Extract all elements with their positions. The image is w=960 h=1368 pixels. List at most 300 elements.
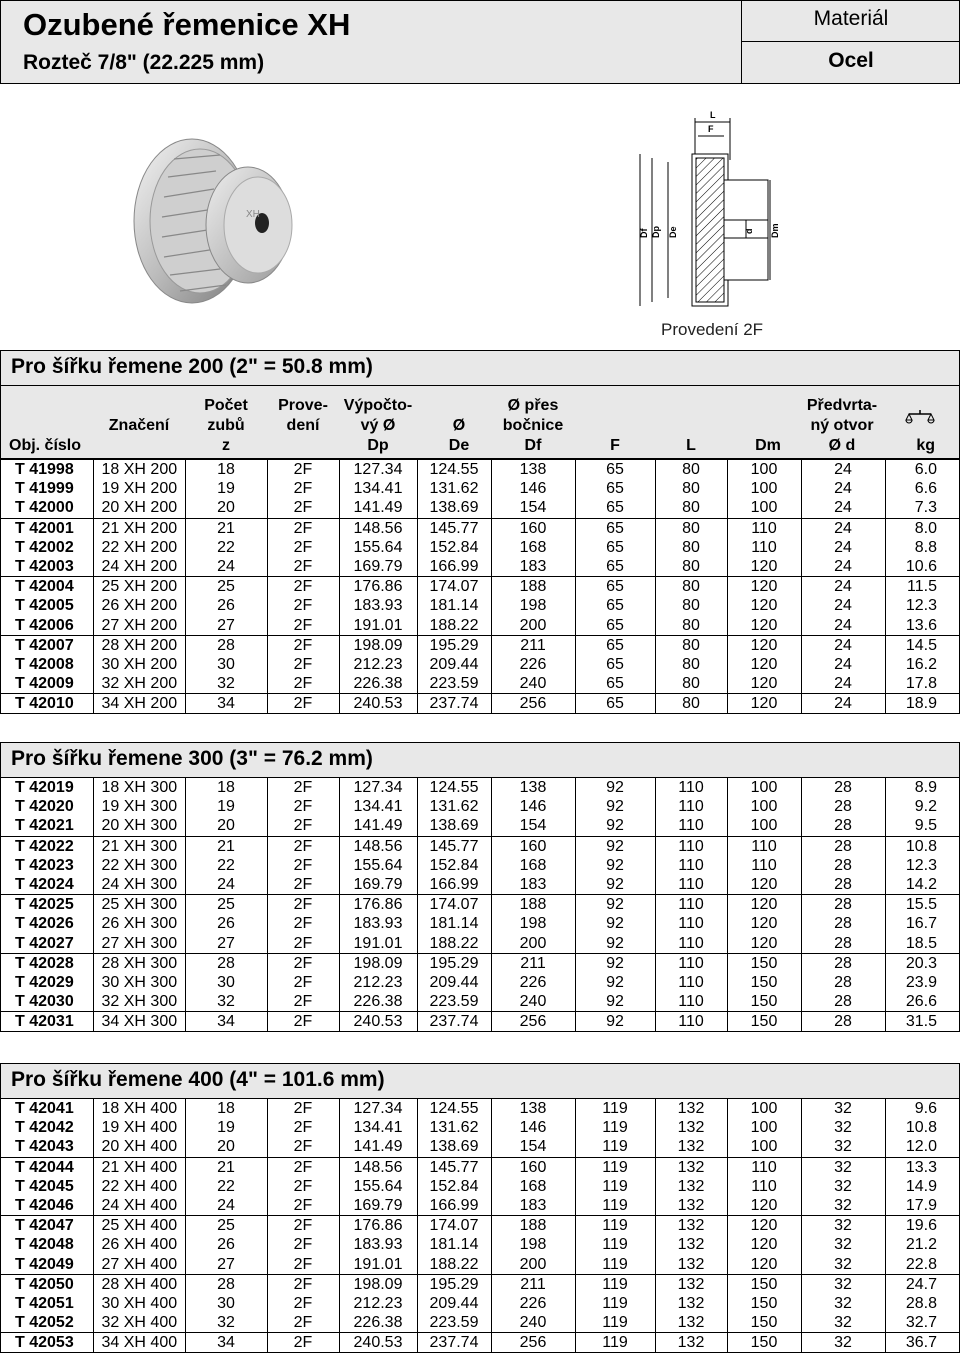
cell-dp: 183.93	[339, 914, 417, 933]
cell-provedeni: 2F	[267, 1012, 339, 1032]
cell-l: 80	[655, 655, 727, 674]
cell-de: 138.69	[417, 498, 491, 518]
cell-pocet-zubu: 30	[185, 655, 267, 674]
cell-df: 154	[491, 1137, 575, 1157]
cell-dp: 226.38	[339, 992, 417, 1012]
cell-de: 181.14	[417, 596, 491, 615]
cell-znaceni: 18 XH 400	[93, 1099, 185, 1118]
cell-dm: 100	[727, 778, 801, 797]
cell-l: 80	[655, 616, 727, 636]
cell-kg: 24.7	[885, 1274, 959, 1294]
cell-provedeni: 2F	[267, 596, 339, 615]
cell-obj-cislo: T 42049	[15, 1255, 74, 1273]
table-row	[1, 557, 959, 577]
cell-provedeni: 2F	[267, 895, 339, 915]
cell-obj-cislo: T 42053	[1, 1333, 93, 1353]
section-header	[1, 743, 959, 778]
cell-otvor-d: 24	[801, 460, 885, 479]
cell-znaceni: 26 XH 200	[93, 596, 185, 615]
cell-znaceni: 25 XH 200	[93, 577, 185, 597]
cell-dm: 120	[727, 694, 801, 714]
cell-obj-cislo: T 42024	[15, 876, 74, 894]
cell-de: 237.74	[417, 1012, 491, 1032]
cell-l: 110	[655, 797, 727, 816]
cell-pocet-zubu: 32	[185, 992, 267, 1012]
cell-l: 80	[655, 538, 727, 557]
cell-otvor-d: 24	[801, 518, 885, 538]
cell-dm: 120	[727, 1196, 801, 1216]
cell-dp: 212.23	[339, 1294, 417, 1313]
cell-df: 168	[491, 538, 575, 557]
cell-l: 80	[655, 460, 727, 479]
table-row	[1, 498, 959, 518]
table-row	[1, 816, 959, 836]
table-row	[1, 1137, 959, 1157]
cell-provedeni: 2F	[267, 518, 339, 538]
cell-pocet-zubu: 28	[185, 1274, 267, 1294]
cell-otvor-d: 32	[801, 1118, 885, 1137]
cell-obj-cislo: T 42051	[15, 1294, 74, 1312]
cell-dp: 155.64	[339, 856, 417, 875]
cell-kg: 32.7	[885, 1313, 959, 1333]
cell-provedeni: 2F	[267, 778, 339, 797]
cell-f: 92	[575, 875, 655, 895]
cell-de: 223.59	[417, 992, 491, 1012]
material-box	[741, 1, 960, 83]
cell-de: 195.29	[417, 1274, 491, 1294]
cell-de: 195.29	[417, 635, 491, 655]
cell-znaceni: 26 XH 400	[93, 1235, 185, 1254]
cell-f: 92	[575, 1012, 655, 1032]
cell-f: 65	[575, 674, 655, 694]
table-row	[1, 538, 959, 557]
cell-pocet-zubu: 25	[185, 1216, 267, 1236]
cell-df: 256	[491, 694, 575, 714]
drawing-caption: Provedení 2F	[661, 320, 764, 339]
cell-f: 119	[575, 1313, 655, 1333]
cell-provedeni: 2F	[267, 655, 339, 674]
cell-znaceni: 21 XH 200	[93, 518, 185, 538]
cell-otvor-d: 28	[801, 816, 885, 836]
cell-pocet-zubu: 28	[185, 953, 267, 973]
cell-df: 154	[491, 498, 575, 518]
cell-de: 124.55	[417, 1099, 491, 1118]
cell-dm: 100	[727, 460, 801, 479]
pulley-photo	[130, 125, 300, 325]
cell-znaceni: 24 XH 200	[93, 557, 185, 577]
cell-f: 119	[575, 1235, 655, 1254]
cell-obj-cislo: T 42048	[15, 1236, 74, 1254]
cell-provedeni: 2F	[267, 1157, 339, 1177]
cell-provedeni: 2F	[267, 914, 339, 933]
cell-obj-cislo: T 42043	[15, 1138, 74, 1156]
col-provedeni: Prove- dení	[278, 397, 328, 434]
cell-pocet-zubu: 34	[185, 1333, 267, 1353]
cell-f: 119	[575, 1274, 655, 1294]
cell-df: 226	[491, 973, 575, 992]
cell-otvor-d: 32	[801, 1216, 885, 1236]
cell-kg: 28.8	[885, 1294, 959, 1313]
cell-df: 188	[491, 1216, 575, 1236]
cell-dp: 141.49	[339, 1137, 417, 1157]
section-header	[1, 351, 959, 386]
technical-drawing	[620, 108, 790, 314]
cell-de: 152.84	[417, 856, 491, 875]
table-row	[1, 895, 959, 915]
cell-otvor-d: 24	[801, 498, 885, 518]
cell-provedeni: 2F	[267, 1137, 339, 1157]
table-row	[1, 856, 959, 875]
cell-de: 209.44	[417, 973, 491, 992]
cell-df: 198	[491, 914, 575, 933]
cell-dp: 198.09	[339, 635, 417, 655]
cell-pocet-zubu: 24	[185, 875, 267, 895]
cell-znaceni: 27 XH 300	[93, 934, 185, 954]
table-row	[1, 655, 959, 674]
cell-dm: 120	[727, 577, 801, 597]
cell-pocet-zubu: 27	[185, 616, 267, 636]
cell-znaceni: 19 XH 300	[93, 797, 185, 816]
table-row	[1, 1012, 959, 1032]
cell-kg: 6.6	[885, 479, 959, 498]
cell-znaceni: 18 XH 300	[93, 778, 185, 797]
cell-pocet-zubu: 30	[185, 973, 267, 992]
cell-l: 80	[655, 518, 727, 538]
cell-dp: 240.53	[339, 694, 417, 714]
cell-obj-cislo: T 42027	[15, 934, 74, 952]
cell-kg: 8.0	[885, 518, 959, 538]
cell-znaceni: 20 XH 400	[93, 1137, 185, 1157]
cell-l: 80	[655, 596, 727, 615]
cell-znaceni: 28 XH 300	[93, 953, 185, 973]
cell-kg: 6.0	[885, 460, 959, 479]
cell-dm: 100	[727, 797, 801, 816]
cell-znaceni: 24 XH 400	[93, 1196, 185, 1216]
cell-de: 152.84	[417, 1177, 491, 1196]
cell-kg: 10.6	[885, 557, 959, 577]
cell-f: 92	[575, 816, 655, 836]
cell-dm: 100	[727, 498, 801, 518]
data-table	[1, 1099, 959, 1352]
cell-l: 110	[655, 953, 727, 973]
page-subtitle: Rozteč 7/8" (22.225 mm)	[23, 51, 265, 74]
cell-pocet-zubu: 24	[185, 1196, 267, 1216]
cell-obj-cislo: T 42041	[15, 1100, 74, 1118]
cell-otvor-d: 32	[801, 1333, 885, 1353]
cell-f: 65	[575, 538, 655, 557]
cell-dm: 150	[727, 973, 801, 992]
cell-df: 138	[491, 778, 575, 797]
cell-dp: 191.01	[339, 616, 417, 636]
cell-dm: 110	[727, 856, 801, 875]
cell-otvor-d: 28	[801, 836, 885, 856]
cell-de: 152.84	[417, 538, 491, 557]
cell-df: 226	[491, 655, 575, 674]
cell-obj-cislo: T 42028	[1, 953, 93, 973]
cell-kg: 13.3	[885, 1157, 959, 1177]
cell-pocet-zubu: 26	[185, 914, 267, 933]
cell-df: 211	[491, 1274, 575, 1294]
cell-provedeni: 2F	[267, 1118, 339, 1137]
cell-l: 80	[655, 577, 727, 597]
cell-otvor-d: 24	[801, 674, 885, 694]
data-table	[1, 460, 959, 713]
cell-f: 92	[575, 778, 655, 797]
cell-kg: 16.7	[885, 914, 959, 933]
col-predvrtany-otvor: Předvrta- ný otvor Ø d	[806, 397, 878, 454]
cell-provedeni: 2F	[267, 856, 339, 875]
cell-provedeni: 2F	[267, 577, 339, 597]
scale-icon	[905, 408, 935, 430]
cell-obj-cislo: T 42009	[15, 675, 74, 693]
cell-provedeni: 2F	[267, 1274, 339, 1294]
cell-l: 80	[655, 635, 727, 655]
cell-de: 166.99	[417, 557, 491, 577]
cell-pocet-zubu: 18	[185, 460, 267, 479]
cell-df: 240	[491, 992, 575, 1012]
dim-F-label: F	[708, 124, 714, 134]
cell-pocet-zubu: 22	[185, 538, 267, 557]
cell-otvor-d: 24	[801, 694, 885, 714]
cell-f: 65	[575, 635, 655, 655]
cell-dm: 120	[727, 1216, 801, 1236]
cell-znaceni: 32 XH 300	[93, 992, 185, 1012]
cell-dm: 120	[727, 1255, 801, 1275]
cell-pocet-zubu: 30	[185, 1294, 267, 1313]
cell-de: 237.74	[417, 1333, 491, 1353]
cell-znaceni: 21 XH 300	[93, 836, 185, 856]
cell-znaceni: 27 XH 400	[93, 1255, 185, 1275]
cell-obj-cislo: T 42029	[15, 973, 74, 991]
cell-de: 145.77	[417, 1157, 491, 1177]
cell-znaceni: 25 XH 300	[93, 895, 185, 915]
cell-otvor-d: 32	[801, 1255, 885, 1275]
cell-znaceni: 22 XH 200	[93, 538, 185, 557]
cell-de: 188.22	[417, 934, 491, 954]
cell-de: 195.29	[417, 953, 491, 973]
cell-dp: 134.41	[339, 1118, 417, 1137]
section-width-400	[0, 1063, 960, 1353]
page-title: Ozubené řemenice XH	[23, 7, 351, 42]
cell-obj-cislo: T 42001	[1, 518, 93, 538]
col-l: L	[686, 437, 696, 454]
section-title: Pro šířku řemene 300 (3" = 76.2 mm)	[11, 747, 373, 770]
cell-pocet-zubu: 34	[185, 694, 267, 714]
cell-kg: 17.8	[885, 674, 959, 694]
cell-f: 92	[575, 992, 655, 1012]
dim-Df-label: Df	[639, 228, 649, 238]
cell-kg: 12.3	[885, 856, 959, 875]
cell-dp: 176.86	[339, 577, 417, 597]
table-row	[1, 797, 959, 816]
cell-pocet-zubu: 25	[185, 895, 267, 915]
cell-f: 119	[575, 1177, 655, 1196]
col-pocet-zubu: Počet zubů z	[204, 397, 248, 454]
cell-otvor-d: 32	[801, 1294, 885, 1313]
cell-l: 80	[655, 694, 727, 714]
cell-kg: 9.6	[885, 1099, 959, 1118]
table-row	[1, 694, 959, 714]
cell-dm: 150	[727, 1274, 801, 1294]
cell-provedeni: 2F	[267, 694, 339, 714]
table-row	[1, 914, 959, 933]
cell-de: 138.69	[417, 1137, 491, 1157]
table-row	[1, 953, 959, 973]
cell-dm: 120	[727, 655, 801, 674]
cell-de: 223.59	[417, 1313, 491, 1333]
cell-dm: 110	[727, 538, 801, 557]
cell-dp: 134.41	[339, 479, 417, 498]
cell-provedeni: 2F	[267, 1294, 339, 1313]
cell-pocet-zubu: 26	[185, 1235, 267, 1254]
cell-obj-cislo: T 42047	[1, 1216, 93, 1236]
cell-df: 138	[491, 1099, 575, 1118]
cell-dp: 212.23	[339, 973, 417, 992]
cell-otvor-d: 28	[801, 973, 885, 992]
section-title: Pro šířku řemene 200 (2" = 50.8 mm)	[11, 355, 373, 378]
cell-pocet-zubu: 18	[185, 1099, 267, 1118]
cell-dp: 176.86	[339, 1216, 417, 1236]
cell-otvor-d: 28	[801, 992, 885, 1012]
cell-de: 131.62	[417, 1118, 491, 1137]
cell-otvor-d: 28	[801, 778, 885, 797]
cell-de: 223.59	[417, 674, 491, 694]
table-row	[1, 1099, 959, 1118]
cell-kg: 13.6	[885, 616, 959, 636]
cell-kg: 18.9	[885, 694, 959, 714]
cell-kg: 23.9	[885, 973, 959, 992]
cell-dp: 148.56	[339, 518, 417, 538]
cell-df: 183	[491, 557, 575, 577]
cell-provedeni: 2F	[267, 836, 339, 856]
cell-dp: 240.53	[339, 1012, 417, 1032]
cell-de: 166.99	[417, 1196, 491, 1216]
cell-dp: 148.56	[339, 836, 417, 856]
cell-l: 110	[655, 895, 727, 915]
cell-otvor-d: 28	[801, 875, 885, 895]
cell-pocet-zubu: 19	[185, 1118, 267, 1137]
cell-obj-cislo: T 42000	[15, 499, 74, 517]
cell-f: 92	[575, 856, 655, 875]
cell-znaceni: 18 XH 200	[93, 460, 185, 479]
cell-kg: 36.7	[885, 1333, 959, 1353]
cell-znaceni: 34 XH 200	[93, 694, 185, 714]
cell-otvor-d: 28	[801, 856, 885, 875]
cell-de: 188.22	[417, 616, 491, 636]
cell-de: 145.77	[417, 518, 491, 538]
cell-df: 188	[491, 577, 575, 597]
cell-df: 160	[491, 1157, 575, 1177]
table-row	[1, 518, 959, 538]
cell-df: 154	[491, 816, 575, 836]
cell-l: 132	[655, 1157, 727, 1177]
cell-f: 65	[575, 655, 655, 674]
cell-obj-cislo: T 41999	[15, 480, 74, 498]
cell-provedeni: 2F	[267, 635, 339, 655]
cell-kg: 20.3	[885, 953, 959, 973]
cell-kg: 9.2	[885, 797, 959, 816]
cell-provedeni: 2F	[267, 1099, 339, 1118]
cell-l: 80	[655, 557, 727, 577]
cell-znaceni: 21 XH 400	[93, 1157, 185, 1177]
cell-dp: 183.93	[339, 1235, 417, 1254]
cell-otvor-d: 24	[801, 616, 885, 636]
cell-znaceni: 28 XH 200	[93, 635, 185, 655]
cell-obj-cislo: T 42019	[15, 779, 74, 797]
cell-obj-cislo: T 42005	[15, 597, 74, 615]
cell-l: 110	[655, 934, 727, 954]
cell-otvor-d: 32	[801, 1099, 885, 1118]
cell-provedeni: 2F	[267, 816, 339, 836]
cell-provedeni: 2F	[267, 674, 339, 694]
cell-pocet-zubu: 26	[185, 596, 267, 615]
cell-kg: 14.9	[885, 1177, 959, 1196]
table-row	[1, 1333, 959, 1353]
cell-df: 240	[491, 1313, 575, 1333]
cell-dp: 127.34	[339, 778, 417, 797]
cell-provedeni: 2F	[267, 992, 339, 1012]
cell-znaceni: 34 XH 300	[93, 1012, 185, 1032]
cell-kg: 9.5	[885, 816, 959, 836]
cell-l: 132	[655, 1196, 727, 1216]
cell-kg: 8.9	[885, 778, 959, 797]
table-row	[1, 1118, 959, 1137]
cell-znaceni: 20 XH 200	[93, 498, 185, 518]
cell-znaceni: 20 XH 300	[93, 816, 185, 836]
cell-pocet-zubu: 21	[185, 1157, 267, 1177]
table-row	[1, 635, 959, 655]
cell-df: 211	[491, 953, 575, 973]
cell-f: 65	[575, 616, 655, 636]
cell-dm: 150	[727, 992, 801, 1012]
cell-otvor-d: 28	[801, 953, 885, 973]
cell-provedeni: 2F	[267, 1255, 339, 1275]
cell-dm: 100	[727, 1099, 801, 1118]
cell-df: 256	[491, 1012, 575, 1032]
cell-dm: 110	[727, 1177, 801, 1196]
cell-kg: 14.5	[885, 635, 959, 655]
cell-l: 132	[655, 1099, 727, 1118]
col-dp: Výpočto- vý Ø Dp	[343, 397, 413, 454]
cell-provedeni: 2F	[267, 953, 339, 973]
cell-dm: 110	[727, 836, 801, 856]
cell-dm: 150	[727, 1294, 801, 1313]
cell-df: 168	[491, 856, 575, 875]
page-header	[0, 0, 960, 84]
cell-obj-cislo: T 42004	[1, 577, 93, 597]
cell-df: 211	[491, 635, 575, 655]
cell-otvor-d: 24	[801, 596, 885, 615]
cell-obj-cislo: T 42003	[15, 558, 74, 576]
cell-l: 132	[655, 1216, 727, 1236]
cell-pocet-zubu: 19	[185, 479, 267, 498]
cell-f: 65	[575, 694, 655, 714]
cell-obj-cislo: T 42022	[1, 836, 93, 856]
column-header	[1, 386, 959, 460]
cell-l: 110	[655, 778, 727, 797]
cell-znaceni: 30 XH 300	[93, 973, 185, 992]
cell-df: 256	[491, 1333, 575, 1353]
cell-kg: 10.8	[885, 1118, 959, 1137]
cell-obj-cislo: T 42045	[15, 1177, 74, 1195]
section-title: Pro šířku řemene 400 (4" = 101.6 mm)	[11, 1068, 385, 1091]
cell-provedeni: 2F	[267, 538, 339, 557]
cell-l: 132	[655, 1118, 727, 1137]
cell-pocet-zubu: 32	[185, 1313, 267, 1333]
cell-provedeni: 2F	[267, 557, 339, 577]
cell-kg: 22.8	[885, 1255, 959, 1275]
table-row	[1, 1177, 959, 1196]
